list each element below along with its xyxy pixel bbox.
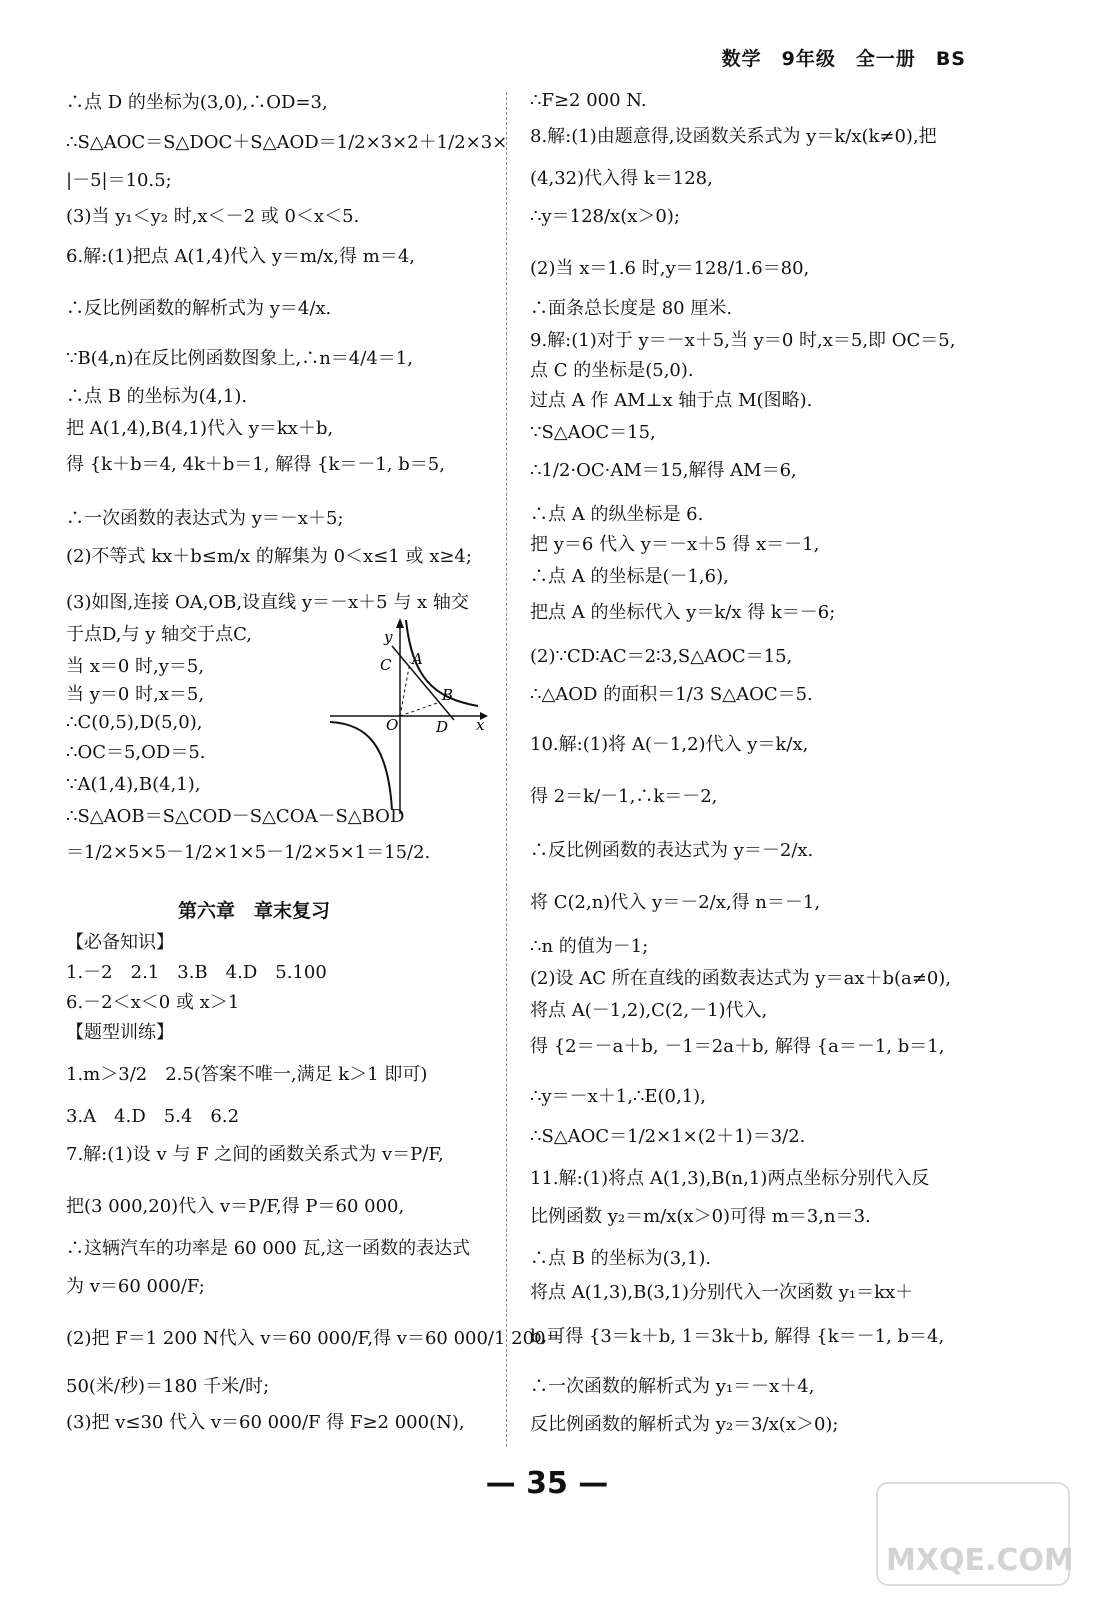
text-line: ∵A(1,4),B(4,1), bbox=[66, 774, 201, 795]
text-line: 反比例函数的解析式为 y₂＝3/x(x＞0); bbox=[530, 1414, 839, 1435]
label-c: C bbox=[380, 656, 392, 674]
text-line: 当 y＝0 时,x＝5, bbox=[66, 684, 205, 705]
text-line: ∴一次函数的解析式为 y₁＝－x＋4, bbox=[530, 1376, 815, 1397]
text-line: (2)当 x＝1.6 时,y＝128/1.6＝80, bbox=[530, 258, 810, 279]
text-line: 6.解:(1)把点 A(1,4)代入 y＝m/x,得 m＝4, bbox=[66, 246, 415, 267]
text-line: ∴S△AOC＝S△DOC＋S△AOD＝1/2×3×2＋1/2×3× bbox=[66, 132, 508, 153]
text-line: 将点 A(1,3),B(3,1)分别代入一次函数 y₁＝kx＋ bbox=[530, 1282, 914, 1303]
text-line: 9.解:(1)对于 y＝－x＋5,当 y＝0 时,x＝5,即 OC＝5, bbox=[530, 330, 956, 351]
text-line: ∴S△AOB＝S△COD－S△COA－S△BOD bbox=[66, 806, 405, 827]
segment-oa bbox=[400, 662, 410, 716]
text-line: ∵B(4,n)在反比例函数图象上,∴n＝4/4＝1, bbox=[66, 348, 413, 369]
text-line: 把 y＝6 代入 y＝－x＋5 得 x＝－1, bbox=[530, 534, 820, 555]
column-divider bbox=[506, 92, 507, 1447]
page-header: 数学 9年级 全一册 BS bbox=[721, 48, 966, 70]
label-x: x bbox=[476, 716, 485, 734]
page-number: — 35 — bbox=[485, 1466, 609, 1501]
text-line: (2)不等式 kx＋b≤m/x 的解集为 0＜x≤1 或 x≥4; bbox=[66, 546, 472, 567]
text-line: ∴点 A 的坐标是(－1,6), bbox=[530, 566, 729, 587]
label-a: A bbox=[412, 650, 423, 668]
text-line: ∴OC＝5,OD＝5. bbox=[66, 742, 206, 763]
watermark-logo bbox=[876, 1482, 1074, 1586]
label-b: B bbox=[442, 686, 454, 704]
text-line: ∴点 A 的纵坐标是 6. bbox=[530, 504, 704, 525]
text-line: ∵S△AOC＝15, bbox=[530, 422, 656, 443]
text-line: ∴y＝－x＋1,∴E(0,1), bbox=[530, 1086, 706, 1107]
text-line: ∴反比例函数的解析式为 y＝4/x. bbox=[66, 298, 332, 319]
text-line: ∴C(0,5),D(5,0), bbox=[66, 712, 203, 733]
text-line: ∴△AOD 的面积＝1/3 S△AOC＝5. bbox=[530, 684, 813, 705]
text-line: 将 C(2,n)代入 y＝－2/x,得 n＝－1, bbox=[530, 892, 821, 913]
text-line: 3.A 4.D 5.4 6.2 bbox=[66, 1106, 240, 1127]
text-line: ∴点 B 的坐标为(3,1). bbox=[530, 1248, 712, 1269]
text-line: ∴一次函数的表达式为 y＝－x＋5; bbox=[66, 508, 344, 529]
text-line: 7.解:(1)设 v 与 F 之间的函数关系式为 v＝P/F, bbox=[66, 1144, 444, 1165]
text-line: ∴F≥2 000 N. bbox=[530, 90, 647, 111]
text-line: |－5|＝10.5; bbox=[66, 170, 172, 191]
text-line: 比例函数 y₂＝m/x(x＞0)可得 m＝3,n＝3. bbox=[530, 1206, 871, 1227]
label-y: y bbox=[384, 628, 393, 646]
text-line: 8.解:(1)由题意得,设函数关系式为 y＝k/x(k≠0),把 bbox=[530, 126, 937, 147]
text-line: 得 {2＝－a＋b, －1＝2a＋b, 解得 {a＝－1, b＝1, bbox=[530, 1036, 945, 1057]
text-line: 1.m＞3/2 2.5(答案不唯一,满足 k＞1 即可) bbox=[66, 1064, 428, 1085]
text-line: 10.解:(1)将 A(－1,2)代入 y＝k/x, bbox=[530, 734, 809, 755]
section-title: 第六章 章末复习 bbox=[178, 900, 331, 922]
text-line: (2)把 F＝1 200 N代入 v＝60 000/F,得 v＝60 000/1 200＝ bbox=[66, 1328, 564, 1349]
text-line: ∴反比例函数的表达式为 y＝－2/x. bbox=[530, 840, 814, 861]
label-d: D bbox=[436, 718, 449, 736]
watermark-text: MXQE.COM bbox=[886, 1543, 1074, 1578]
text-line: 将点 A(－1,2),C(2,－1)代入, bbox=[530, 1000, 768, 1021]
text-line: 于点D,与 y 轴交于点C, bbox=[66, 624, 252, 645]
segment-ob bbox=[400, 702, 440, 716]
text-line: (3)把 v≤30 代入 v＝60 000/F 得 F≥2 000(N), bbox=[66, 1412, 465, 1433]
text-line: 1.－2 2.1 3.B 4.D 5.100 bbox=[66, 962, 327, 983]
text-line: ∴点 B 的坐标为(4,1). bbox=[66, 386, 248, 407]
text-line: (3)当 y₁＜y₂ 时,x＜－2 或 0＜x＜5. bbox=[66, 206, 360, 227]
text-line: 【必备知识】 bbox=[66, 932, 174, 953]
text-line: 【题型训练】 bbox=[66, 1022, 174, 1043]
text-line: ∴点 D 的坐标为(3,0),∴OD=3, bbox=[66, 92, 328, 113]
text-line: 得 2＝k/－1,∴k＝－2, bbox=[530, 786, 718, 807]
text-line: (3)如图,连接 OA,OB,设直线 y＝－x＋5 与 x 轴交 bbox=[66, 592, 469, 613]
hyperbola-q3 bbox=[330, 722, 392, 810]
text-line: b,可得 {3＝k＋b, 1＝3k＋b, 解得 {k＝－1, b＝4, bbox=[530, 1326, 945, 1347]
text-line: 把 A(1,4),B(4,1)代入 y＝kx＋b, bbox=[66, 418, 334, 439]
function-graph bbox=[328, 616, 488, 816]
text-line: 11.解:(1)将点 A(1,3),B(n,1)两点坐标分别代入反 bbox=[530, 1168, 930, 1189]
text-line: 为 v＝60 000/F; bbox=[66, 1276, 205, 1297]
text-line: ∴面条总长度是 80 厘米. bbox=[530, 298, 733, 319]
text-line: 当 x＝0 时,y＝5, bbox=[66, 656, 205, 677]
text-line: ＝1/2×5×5－1/2×1×5－1/2×5×1＝15/2. bbox=[66, 842, 431, 863]
text-line: (2)∵CD∶AC＝2∶3,S△AOC＝15, bbox=[530, 646, 793, 667]
text-line: 50(米/秒)＝180 千米/时; bbox=[66, 1376, 270, 1397]
text-line: (4,32)代入得 k＝128, bbox=[530, 168, 713, 189]
text-line: 把点 A 的坐标代入 y＝k/x 得 k＝－6; bbox=[530, 602, 836, 623]
y-axis-arrow bbox=[396, 618, 404, 628]
text-line: ∴这辆汽车的功率是 60 000 瓦,这一函数的表达式 bbox=[66, 1238, 471, 1259]
text-line: 把(3 000,20)代入 v＝P/F,得 P＝60 000, bbox=[66, 1196, 405, 1217]
text-line: (2)设 AC 所在直线的函数表达式为 y＝ax＋b(a≠0), bbox=[530, 968, 952, 989]
text-line: 点 C 的坐标是(5,0). bbox=[530, 360, 694, 381]
text-line: 得 {k＋b＝4, 4k＋b＝1, 解得 {k＝－1, b＝5, bbox=[66, 454, 445, 475]
label-o: O bbox=[386, 716, 399, 734]
text-line: 过点 A 作 AM⊥x 轴于点 M(图略). bbox=[530, 390, 813, 411]
text-line: ∴n 的值为－1; bbox=[530, 936, 649, 957]
text-line: ∴y＝128/x(x＞0); bbox=[530, 206, 680, 227]
text-line: 6.－2＜x＜0 或 x＞1 bbox=[66, 992, 240, 1013]
text-line: ∴S△AOC＝1/2×1×(2＋1)＝3/2. bbox=[530, 1126, 806, 1147]
text-line: ∴1/2·OC·AM＝15,解得 AM＝6, bbox=[530, 460, 797, 481]
